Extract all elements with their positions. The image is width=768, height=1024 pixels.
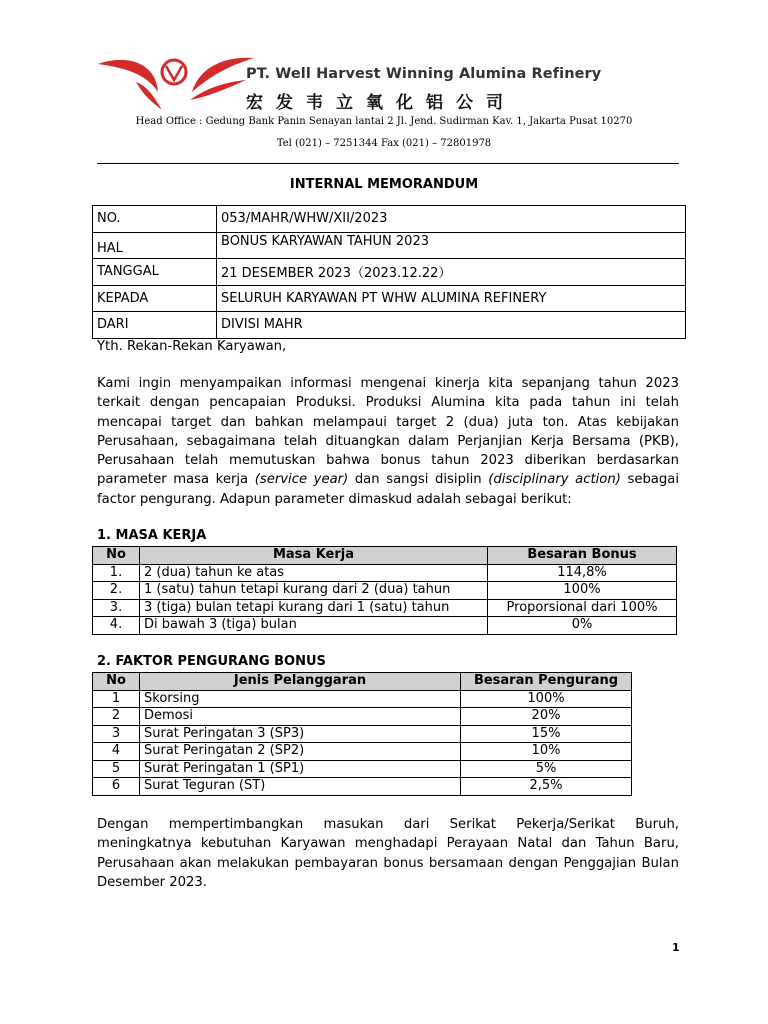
table-cell: Skorsing — [140, 690, 461, 708]
memo-field-row — [93, 206, 686, 233]
table-cell: 100% — [488, 582, 677, 600]
table-header-row — [93, 673, 632, 691]
table-cell: 2 — [93, 708, 140, 726]
table-cell: 15% — [461, 725, 632, 743]
intro-text-3: sebagai factor pengurang. Adapun parameter dimaskud adalah sebagai berikut: — [97, 472, 680, 507]
table-cell: 2,5% — [461, 778, 632, 796]
memo-field-label: HAL — [93, 232, 217, 259]
intro-text-1: Kami ingin menyampaikan informasi mengenai kinerja kita sepanjang tahun 2023 terkait dengan pencapaian Produksi. Produksi Alumina kita pada tahun ini telah mencapai target dan bahkan melampaui target 2 (dua) juta ton. Atas kebijakan Perusahaan, sebagaimana telah dituangkan dalam Perjanjian Kerja Bersama (PKB), Perusahaan telah memutuskan bahwa bonus tahun 2023 diberikan berdasarkan parameter masa kerja — [97, 376, 679, 488]
table-row — [93, 617, 677, 635]
memo-field-value: 21 DESEMBER 2023（2023.12.22） — [217, 259, 686, 286]
company-name: PT. Well Harvest Winning Alumina Refinery — [246, 66, 602, 82]
table-header-row — [93, 547, 677, 565]
section-title-masa-kerja: 1. MASA KERJA — [97, 528, 207, 543]
memo-field-label: TANGGAL — [93, 259, 217, 286]
table-cell: 2 (dua) tahun ke atas — [140, 564, 488, 582]
closing-paragraph: Dengan mempertimbangkan masukan dari Serikat Pekerja/Serikat Buruh, meningkatnya kebutuhan Karyawan menghadapi Perayaan Natal dan Tahun Baru, Perusahaan akan melakukan pembayaran bonus bersamaan dengan Penggajian Bulan Desember 2023. — [97, 817, 679, 890]
table-row — [93, 690, 632, 708]
table-cell: 1 (satu) tahun tetapi kurang dari 2 (dua) tahun — [140, 582, 488, 600]
section-title-faktor-pengurang: 2. FAKTOR PENGURANG BONUS — [97, 654, 326, 669]
head-office-address: Head Office : Gedung Bank Panin Senayan lantai 2 Jl. Jend. Sudirman Kav. 1, Jakarta Pusat 10270 — [135, 116, 633, 127]
table-cell: Demosi — [140, 708, 461, 726]
table-cell: 2. — [93, 582, 140, 600]
memo-field-value: BONUS KARYAWAN TAHUN 2023 — [217, 232, 686, 259]
column-header: Masa Kerja — [140, 547, 488, 565]
column-header: No — [93, 547, 140, 565]
memo-field-value: DIVISI MAHR — [217, 312, 686, 339]
table-cell: 4 — [93, 743, 140, 761]
table-row — [93, 778, 632, 796]
table-cell: 5 — [93, 760, 140, 778]
table-cell: 5% — [461, 760, 632, 778]
table-row — [93, 708, 632, 726]
phone-fax: Tel (021) – 7251344 Fax (021) – 72801978 — [276, 138, 492, 149]
header-divider — [97, 163, 679, 164]
intro-paragraph — [97, 374, 679, 509]
memo-field-label: NO. — [93, 206, 217, 233]
table-cell: 6 — [93, 778, 140, 796]
memo-field-row — [93, 232, 686, 259]
memo-field-value: 053/MAHR/WHW/XII/2023 — [217, 206, 686, 233]
table-cell: 20% — [461, 708, 632, 726]
column-header: No — [93, 673, 140, 691]
table-cell: 3 (tiga) bulan tetapi kurang dari 1 (satu) tahun — [140, 599, 488, 617]
table-cell: Proporsional dari 100% — [488, 599, 677, 617]
table-row — [93, 599, 677, 617]
memo-title: INTERNAL MEMORANDUM — [289, 177, 479, 192]
table-cell: Surat Peringatan 1 (SP1) — [140, 760, 461, 778]
memo-field-value: SELURUH KARYAWAN PT WHW ALUMINA REFINERY — [217, 285, 686, 312]
memo-field-row — [93, 285, 686, 312]
page-number: 1 — [672, 941, 680, 954]
table-cell: Surat Teguran (ST) — [140, 778, 461, 796]
company-logo — [96, 52, 256, 112]
intro-emphasis-service-year: (service year) — [254, 472, 349, 488]
memo-field-label: DARI — [93, 312, 217, 339]
intro-text-2: dan sangsi disiplin — [348, 472, 489, 488]
masa-kerja-table — [92, 546, 677, 635]
column-header: Besaran Pengurang — [461, 673, 632, 691]
table-cell: 10% — [461, 743, 632, 761]
company-name-chinese: 宏发韦立氧化铝公司 — [246, 93, 516, 113]
intro-emphasis-disciplinary: (disciplinary action) — [488, 472, 621, 488]
table-row — [93, 582, 677, 600]
memo-field-row — [93, 312, 686, 339]
table-row — [93, 564, 677, 582]
faktor-pengurang-table — [92, 672, 632, 796]
column-header: Besaran Bonus — [488, 547, 677, 565]
memo-field-row — [93, 259, 686, 286]
table-row — [93, 725, 632, 743]
table-cell: 0% — [488, 617, 677, 635]
table-cell: 4. — [93, 617, 140, 635]
table-cell: Surat Peringatan 3 (SP3) — [140, 725, 461, 743]
table-cell: 114,8% — [488, 564, 677, 582]
table-row — [93, 760, 632, 778]
table-cell: 1. — [93, 564, 140, 582]
memo-field-label: KEPADA — [93, 285, 217, 312]
column-header: Jenis Pelanggaran — [140, 673, 461, 691]
table-row — [93, 743, 632, 761]
table-cell: Di bawah 3 (tiga) bulan — [140, 617, 488, 635]
memo-info-table — [92, 205, 686, 339]
table-cell: 100% — [461, 690, 632, 708]
table-cell: Surat Peringatan 2 (SP2) — [140, 743, 461, 761]
salutation: Yth. Rekan-Rekan Karyawan, — [97, 339, 287, 354]
table-cell: 3. — [93, 599, 140, 617]
table-cell: 1 — [93, 690, 140, 708]
table-cell: 3 — [93, 725, 140, 743]
